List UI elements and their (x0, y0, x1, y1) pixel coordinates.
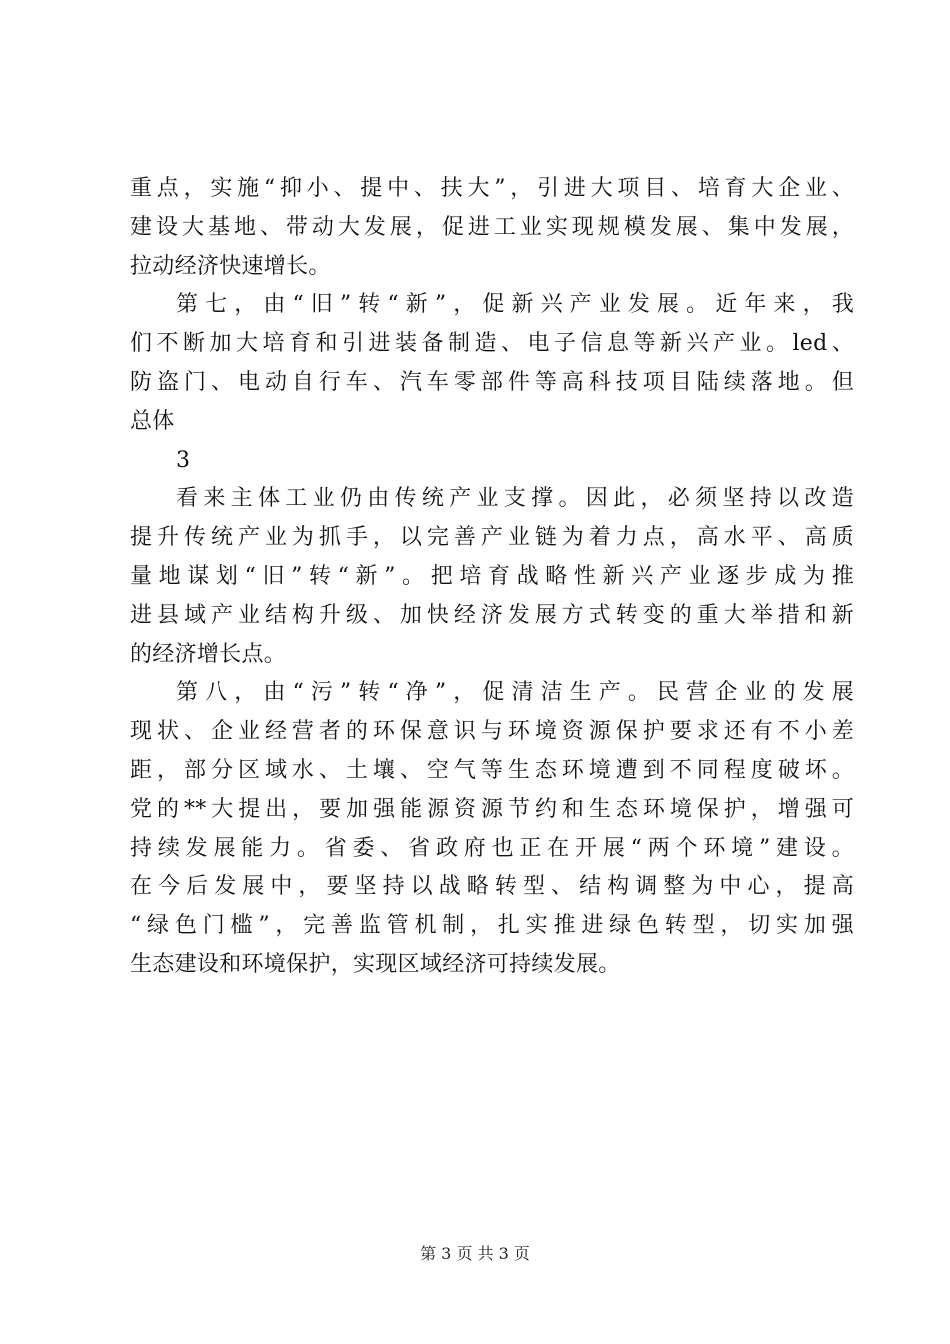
text-line: 建设大基地、带动大发展，促进工业实现规模发展、集中发展， (130, 214, 854, 240)
text-line: 看来主体工业仍由传统产业支撑。因此，必须坚持以改造 (176, 486, 854, 512)
text-line: “绿色门槛”，完善监管机制，扎实推进绿色转型，切实加强 (130, 913, 854, 939)
text-line: 拉动经济快速增长。 (130, 253, 331, 279)
page-footer (0, 1242, 950, 1266)
text-line: 距，部分区域水、土壤、空气等生态环境遭到不同程度破坏。 (130, 757, 854, 783)
inline-page-number: 3 (176, 447, 190, 473)
text-line: 现状、企业经营者的环保意识与环境资源保护要求还有不小差 (130, 719, 854, 745)
page-number-label: 第 3 页 共 3 页 (420, 1244, 530, 1263)
text-line: 在今后发展中，要坚持以战略转型、结构调整为中心，提高 (130, 874, 854, 900)
text-line: 生态建设和环境保护，实现区域经济可持续发展。 (130, 951, 621, 977)
text-line: 重点，实施“抑小、提中、扶大”，引进大项目、培育大企业、 (130, 176, 854, 201)
text-line: 第八，由“污”转“净”，促清洁生产。民营企业的发展 (176, 680, 854, 706)
text-line: 第七，由“旧”转“新”，促新兴产业发展。近年来，我 (176, 292, 854, 318)
text-line: 们不断加大培育和引进装备制造、电子信息等新兴产业。led、 (130, 331, 854, 357)
document-body (130, 170, 854, 985)
text-line: 的经济增长点。 (130, 641, 287, 667)
text-line: 党的**大提出，要加强能源资源节约和生态环境保护，增强可 (130, 796, 854, 822)
text-line: 防盗门、电动自行车、汽车零部件等高科技项目陆续落地。但 (130, 369, 854, 395)
text-line: 进县域产业结构升级、加快经济发展方式转变的重大举措和新 (130, 602, 854, 628)
text-line: 总体 (130, 408, 175, 434)
text-line: 量地谋划“旧”转“新”。把培育战略性新兴产业逐步成为推 (130, 563, 854, 589)
text-line: 持续发展能力。省委、省政府也正在开展“两个环境”建设。 (130, 835, 854, 861)
text-line: 提升传统产业为抓手，以完善产业链为着力点，高水平、高质 (130, 525, 854, 551)
